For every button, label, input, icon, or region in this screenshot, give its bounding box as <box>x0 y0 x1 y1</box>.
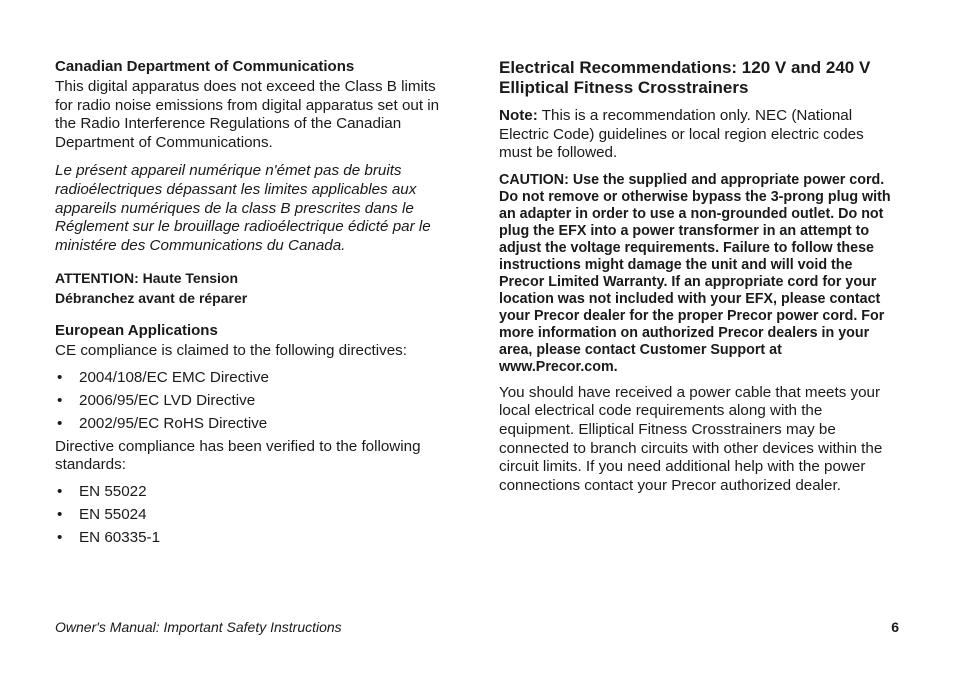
right-column <box>499 58 899 495</box>
note-text: This is a recommendation only. NEC (National Electric Code) guidelines or local region electric codes must be followed. <box>499 107 864 162</box>
european-heading: European Applications <box>55 322 218 340</box>
list-item: • 2006/95/EC LVD Directive <box>55 392 455 411</box>
page-number: 6 <box>891 619 899 635</box>
footer-title: Owner's Manual: Important Safety Instructions <box>55 619 342 635</box>
left-column <box>55 58 455 552</box>
list-item: • EN 55024 <box>55 506 455 525</box>
note-label: Note: <box>499 107 538 124</box>
french-paragraph: Le présent appareil numérique n'émet pas de bruits radioélectriques dépassant les limites applicables aux appareils numériques de la class B prescrites dans le Réglement sur le brouillage radioélectrique édicté par le ministére des Communications du Canada. <box>55 162 431 254</box>
canadian-heading: Canadian Department of Communications <box>55 58 355 75</box>
standards-paragraph: Directive compliance has been verified to the following standards: <box>55 437 421 474</box>
list-item: • 2004/108/EC EMC Directive <box>55 369 455 388</box>
list-item: • EN 60335-1 <box>55 529 455 548</box>
directive-list <box>55 369 455 434</box>
canadian-paragraph: This digital apparatus does not exceed the Class B limits for radio noise emissions from digital apparatus set out in the Radio Interference Regulations of the Canadian Department of Communications. <box>55 78 440 151</box>
attention-line-2: Débranchez avant de réparer <box>55 290 248 307</box>
standards-list <box>55 483 455 548</box>
caution-paragraph: CAUTION: Use the supplied and appropriate power cord. Do not remove or otherwise bypass the 3-prong plug with an adapter in order to use a non-grounded outlet. Do not plug the EFX into a power transformer in an attempt to adjust the voltage requirements. Failure to follow these instructions might damage the unit and will void the Precor Limited Warranty. If an appropriate cord for your location was not included with your EFX, please contact your Precor dealer for the proper Precor power cord. For more information on authorized Precor dealers in your area, please contact Customer Support at www.Precor.com. <box>499 171 891 375</box>
attention-line-1: ATTENTION: Haute Tension <box>55 270 239 287</box>
electrical-heading-line-2: Elliptical Fitness Crosstrainers <box>499 78 749 97</box>
ce-paragraph: CE compliance is claimed to the following directives: <box>55 342 407 360</box>
cable-paragraph: You should have received a power cable that meets your local electrical code requirements along with the equipment. Elliptical Fitness Crosstrainers may be connected to branch circuits with other devices within the circuit limits. If you need additional help with the power connections contact your Precor authorized dealer. <box>499 383 883 494</box>
list-item: • EN 55022 <box>55 483 455 502</box>
note-paragraph <box>499 107 899 163</box>
electrical-heading-line-1: Electrical Recommendations: 120 V and 240 V <box>499 58 871 77</box>
list-item: • 2002/95/EC RoHS Directive <box>55 415 455 434</box>
